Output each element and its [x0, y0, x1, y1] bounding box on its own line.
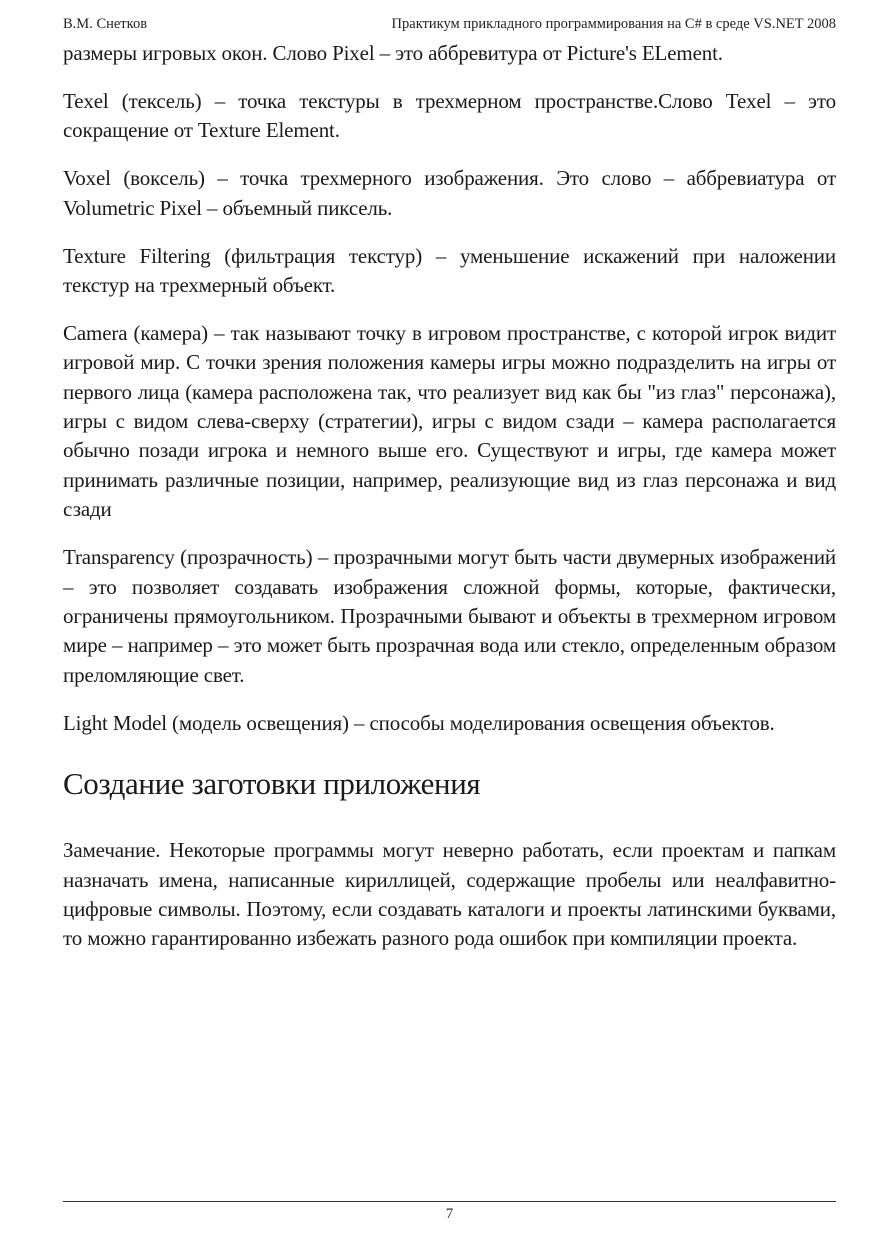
- paragraph-note: Замечание. Некоторые программы могут неверно работать, если проектам и папкам назначать имена, написанные кириллицей, содержащие пробелы или неалфавитно-цифровые символы. Поэтому, если создавать каталоги и проекты латинскими буквами, то можно гарантированно избежать разного рода ошибок при компиляции проекта.: [63, 838, 836, 951]
- header-book-title: Практикум прикладного программирования на C# в среде VS.NET 2008: [391, 16, 836, 32]
- paragraph-texel: Texel (тексель) – точка текстуры в трехмерном пространстве.Слово Texel – это сокращение от Texture Element.: [63, 88, 836, 143]
- paragraph-camera: Camera (камера) – так называют точку в игровом пространстве, с которой игрок видит игровой мир. С точки зрения положения камеры игры можно подразделить на игры от первого лица (камера расположена так, что реализует вид как бы "из глаз" персонажа), игры с видом слева-сверху (стратегии), игры с видом сзади – камера располагается обычно позади игрока и немного выше его. Существуют и игры, где камера может принимать различные позиции, например, реализующие вид из глаз персонажа и вид сзади: [63, 320, 836, 522]
- paragraph-voxel: Voxel (воксель) – точка трехмерного изображения. Это слово – аббревиатура от Volumetric Pixel – объемный пиксель.: [63, 166, 836, 220]
- section-heading: Создание заготовки приложения: [63, 766, 481, 802]
- page-number: 7: [445, 1206, 454, 1222]
- document-page: [63, 14, 836, 972]
- paragraph-pixel-continuation: размеры игровых окон. Слово Pixel – это аббревитура от Picture's ELement.: [63, 41, 723, 65]
- page-footer: [63, 1201, 836, 1226]
- paragraph-transparency: Transparency (прозрачность) – прозрачными могут быть части двумерных изображений – это позволяет создавать изображения сложной формы, которые, фактически, ограничены прямоугольником. Прозрачными бывают и объекты в трехмерном игровом мире – например – это может быть прозрачная вода или стекло, определенным образом преломляющие свет.: [63, 545, 836, 687]
- running-header: [63, 14, 836, 34]
- header-author: В.М. Снетков: [63, 16, 148, 32]
- body-text: [63, 39, 836, 954]
- paragraph-texture-filtering: Texture Filtering (фильтрация текстур) – уменьшение искажений при наложении текстур на трехмерный объект.: [63, 243, 836, 297]
- paragraph-light-model: Light Model (модель освещения) – способы моделирования освещения объектов.: [63, 710, 775, 735]
